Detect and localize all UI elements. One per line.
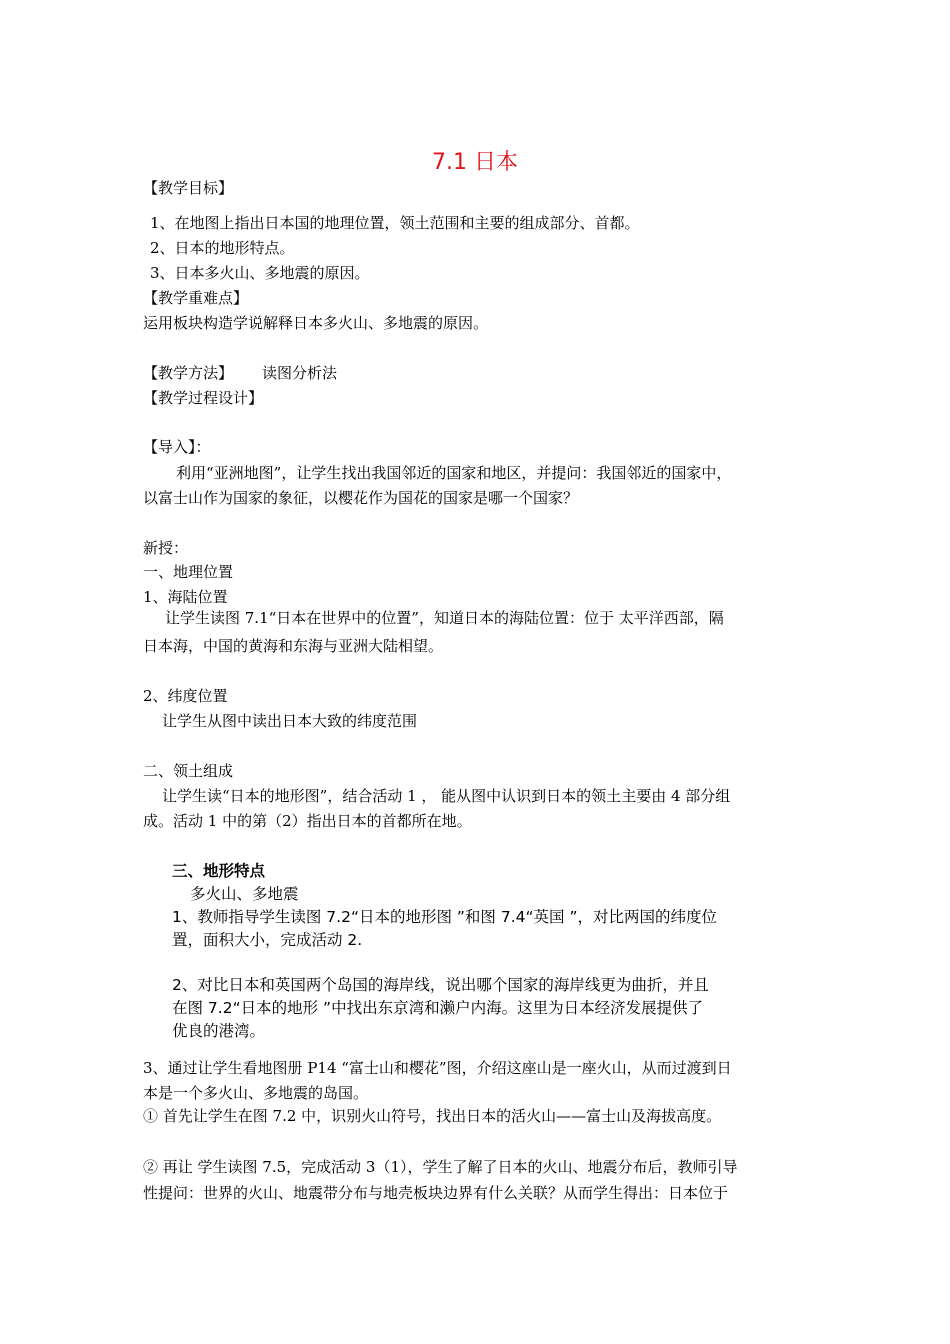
key-heading: 【教学重难点】 xyxy=(143,289,249,307)
part3-subheading: 多火山、多地震 xyxy=(190,885,299,903)
part3-item3-sub2-line-1: ② 再让 学生读图 7.5，完成活动 3（1），学生了解了日本的火山、地震分布后，教师引导 xyxy=(143,1158,738,1176)
page-title: 7.1 日本 xyxy=(432,150,518,175)
part3-item2-line-3: 优良的港湾。 xyxy=(172,1022,266,1040)
goal-1: 1、在地图上指出日本国的地理位置，领土范围和主要的组成部分、首都。 xyxy=(150,214,640,232)
new-lesson-label: 新授： xyxy=(143,539,189,557)
part2-line-1: 让学生读“日本的地形图”，结合活动 1 ， 能从图中认识到日本的领土主要由 4 部分组 xyxy=(162,787,731,805)
part3-item2-line-1: 2、对比日本和英国两个岛国的海岸线，说出哪个国家的海岸线更为曲折，并且 xyxy=(172,976,709,994)
intro-line-2: 以富士山作为国家的象征，以樱花作为国花的国家是哪一个国家？ xyxy=(143,489,579,507)
part3-item3-sub2-line-2: 性提问：世界的火山、地震带分布与地壳板块边界有什么关联？从而学生得出：日本位于 xyxy=(143,1184,729,1202)
part1-sub1-heading: 1、海陆位置 xyxy=(143,588,228,606)
part3-item3-sub1: ① 首先让学生在图 7.2 中，识别火山符号，找出日本的活火山——富士山及海拔高度。 xyxy=(143,1107,722,1125)
goals-heading: 【教学目标】 xyxy=(143,179,234,197)
part3-item3-line-1: 3、通过让学生看地图册 P14 “富士山和樱花”图，介绍这座山是一座火山，从而过渡到日 xyxy=(143,1059,732,1077)
intro-heading: 【导入】： xyxy=(143,438,211,456)
part2-heading: 二、领土组成 xyxy=(143,762,234,780)
part3-heading: 三、地形特点 xyxy=(172,862,266,880)
part2-line-2: 成。活动 1 中的第（2）指出日本的首都所在地。 xyxy=(143,812,472,830)
part1-sub1-line-1: 让学生读图 7.1“日本在世界中的位置”，知道日本的海陆位置：位于 太平洋西部，隔 xyxy=(165,609,724,627)
part3-item3-line-2: 本是一个多火山、多地震的岛国。 xyxy=(143,1084,369,1102)
method-heading: 【教学方法】 xyxy=(143,364,234,382)
process-heading: 【教学过程设计】 xyxy=(143,389,264,407)
part1-sub2-heading: 2、纬度位置 xyxy=(143,687,228,705)
part1-sub2-line: 让学生从图中读出日本大致的纬度范围 xyxy=(162,712,418,730)
key-text: 运用板块构造学说解释日本多火山、多地震的原因。 xyxy=(143,314,489,332)
part1-heading: 一、地理位置 xyxy=(143,563,234,581)
goal-2: 2、日本的地形特点。 xyxy=(150,239,295,257)
goal-3: 3、日本多火山、多地震的原因。 xyxy=(150,264,370,282)
part1-sub1-line-2: 日本海，中国的黄海和东海与亚洲大陆相望。 xyxy=(143,637,444,655)
part3-item1-line-2: 置，面积大小，完成活动 2. xyxy=(172,931,363,949)
intro-line-1: 利用“亚洲地图”，让学生找出我国邻近的国家和地区，并提问：我国邻近的国家中， xyxy=(176,464,732,482)
part3-item2-line-2: 在图 7.2“日本的地形 ”中找出东京湾和濑户内海。这里为日本经济发展提供了 xyxy=(172,999,704,1017)
method-text: 读图分析法 xyxy=(262,364,338,382)
part3-item1-line-1: 1、教师指导学生读图 7.2“日本的地形图 ”和图 7.4“英国 ”，对比两国的纬度位 xyxy=(172,908,717,926)
